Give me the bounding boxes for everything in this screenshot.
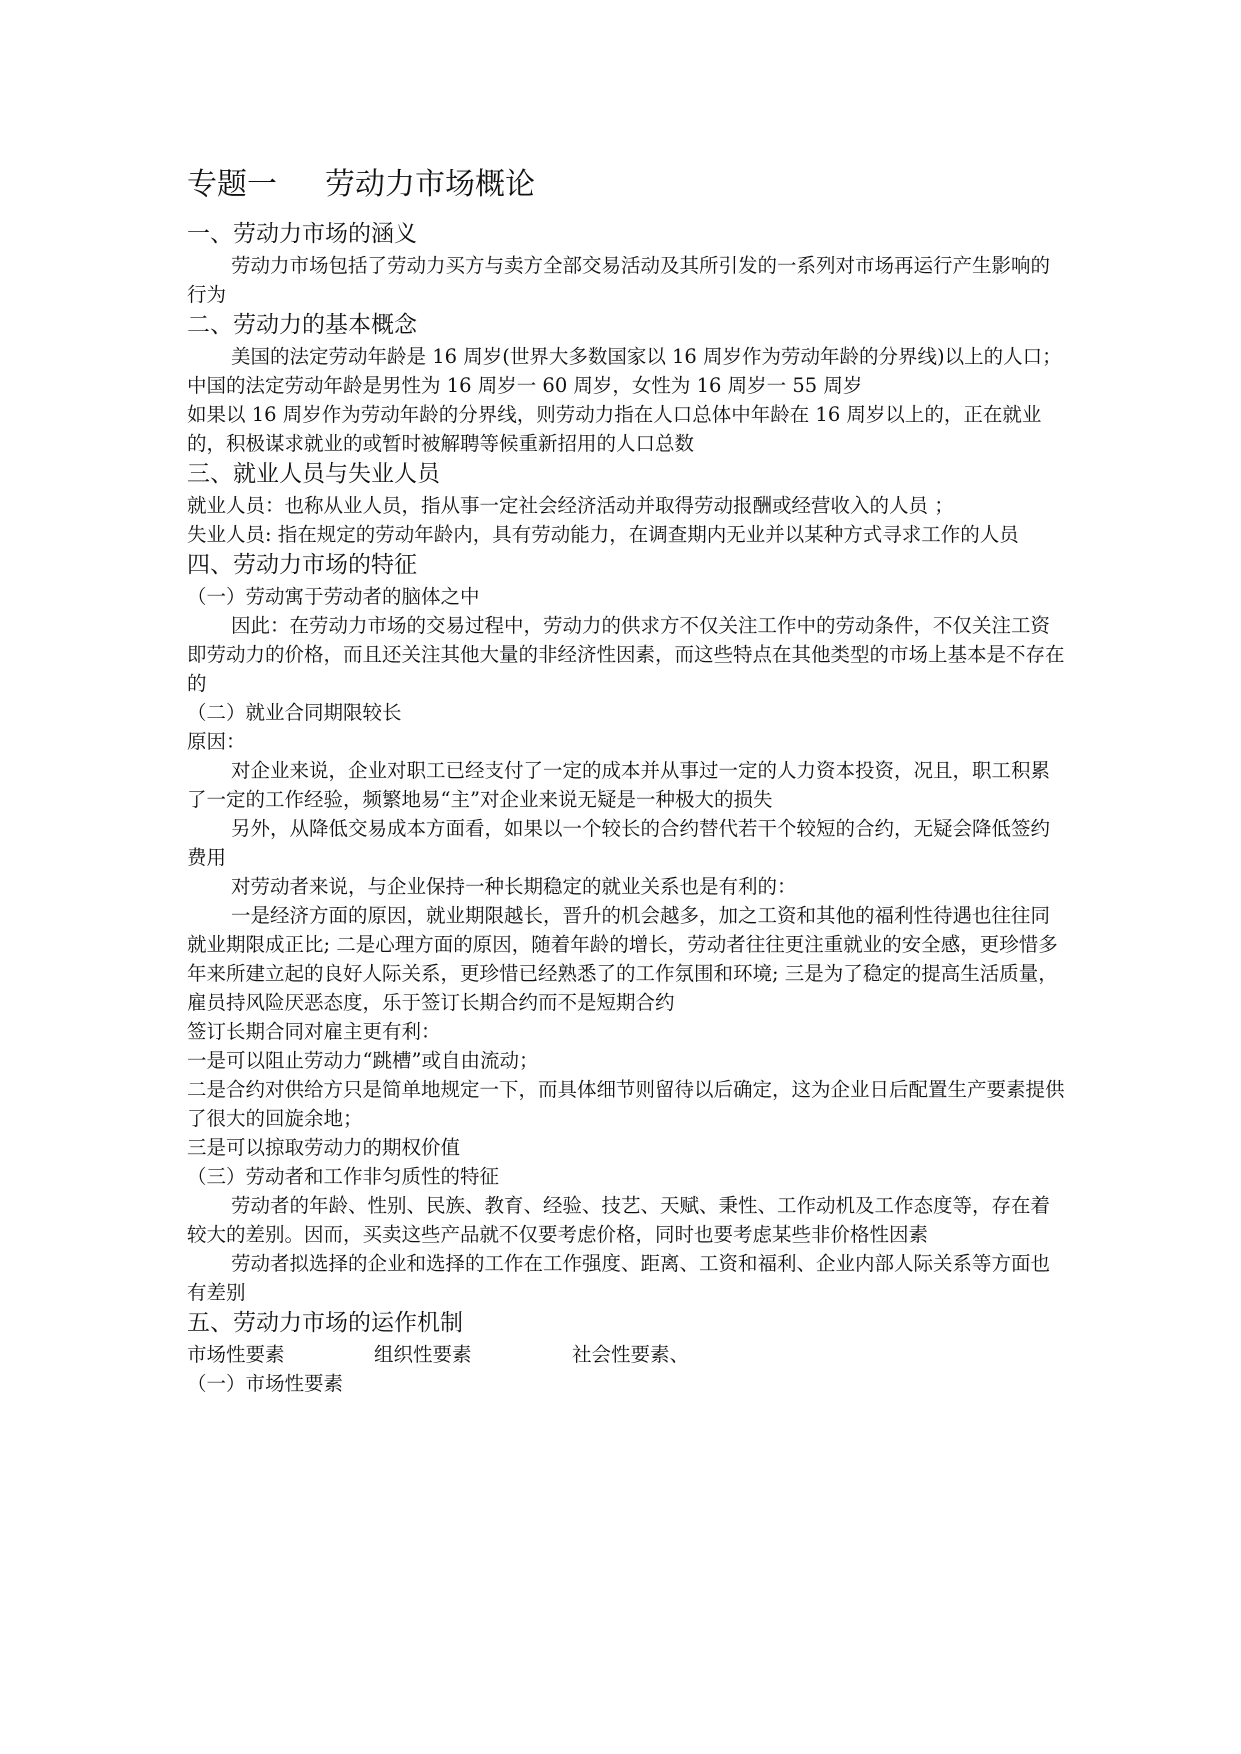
paragraph: 劳动者拟选择的企业和选择的工作在工作强度、距离、工资和福利、企业内部人际关系等方面也有差别 [187, 1252, 1051, 1304]
paragraph: 一是可以阻止劳动力“跳槽”或自由流动； [187, 1049, 539, 1072]
paragraph: 失业人员: 指在规定的劳动年龄内，具有劳动能力，在调查期内无业并以某种方式寻求工作的人员 [187, 523, 1019, 546]
paragraph: 原因： [187, 730, 246, 753]
paragraph: 劳动力市场包括了劳动力买方与卖方全部交易活动及其所引发的一系列对市场再运行产生影响的行为 [187, 254, 1051, 306]
paragraph: 签订长期合同对雇主更有利： [187, 1020, 441, 1043]
paragraph: 如果以 16 周岁作为劳动年龄的分界线，则劳动力指在人口总体中年龄在 16 周岁以上的，正在就业的，积极谋求就业的或暂时被解聘等候重新招用的人口总数 [187, 403, 1042, 455]
paragraph: （二）就业合同期限较长 [187, 701, 402, 724]
mechanism-elements-row [187, 1340, 1067, 1369]
section-heading: 三、就业人员与失业人员 [187, 461, 440, 487]
document-title [187, 160, 1067, 210]
section-heading: 二、劳动力的基本概念 [187, 312, 417, 338]
document-content [187, 160, 1067, 1398]
mechanism-element: 市场性要素 [187, 1343, 285, 1366]
paragraph: （一）劳动寓于劳动者的脑体之中 [187, 585, 480, 608]
paragraph: 对企业来说，企业对职工已经支付了一定的成本并从事过一定的人力资本投资，况且，职工积累了一定的工作经验，频繁地易“主”对企业来说无疑是一种极大的损失 [187, 759, 1051, 811]
subsection-heading: （一）市场性要素 [187, 1372, 344, 1395]
paragraph: 三是可以掠取劳动力的期权价值 [187, 1136, 461, 1159]
paragraph: 美国的法定劳动年龄是 16 周岁(世界大多数国家以 16 周岁作为劳动年龄的分界线)以上的人口；中国的法定劳动年龄是男性为 16 周岁一 60 周岁，女性为 16 周岁一 55 周岁 [187, 345, 1062, 397]
paragraph: 就业人员：也称从业人员，指从事一定社会经济活动并取得劳动报酬或经营收入的人员 ； [187, 494, 954, 517]
paragraph: 二是合约对供给方只是简单地规定一下，而具体细节则留待以后确定，这为企业日后配置生产要素提供了很大的回旋余地； [187, 1078, 1065, 1130]
paragraph: 一是经济方面的原因，就业期限越长，晋升的机会越多，加之工资和其他的福利性待遇也往往同就业期限成正比; 二是心理方面的原因，随着年龄的增长，劳动者往往更注重就业的安全感，更珍惜多年来所建立起的良好人际关系，更珍惜已经熟悉了的工作氛围和环境; 三是为了稳定的提高生活质量，雇员持风险厌恶态度，乐于签订长期合约而不是短期合约 [187, 904, 1058, 1014]
paragraph: 另外，从降低交易成本方面看，如果以一个较长的合约替代若干个较短的合约，无疑会降低签约费用 [187, 817, 1051, 869]
section-heading: 四、劳动力市场的特征 [187, 552, 417, 578]
title-main: 劳动力市场概论 [325, 167, 535, 202]
paragraph: 劳动者的年龄、性别、民族、教育、经验、技艺、天赋、秉性、工作动机及工作态度等，存在着较大的差别。因而，买卖这些产品就不仅要考虑价格，同时也要考虑某些非价格性因素 [187, 1194, 1051, 1246]
section-heading: 一、劳动力市场的涵义 [187, 221, 417, 247]
mechanism-element: 组织性要素 [374, 1343, 472, 1366]
mechanism-element: 社会性要素、 [572, 1343, 690, 1366]
title-label: 专题一 [187, 167, 277, 202]
paragraph: 对劳动者来说，与企业保持一种长期稳定的就业关系也是有利的： [231, 875, 797, 898]
paragraph: 因此：在劳动力市场的交易过程中，劳动力的供求方不仅关注工作中的劳动条件，不仅关注工资即劳动力的价格，而且还关注其他大量的非经济性因素，而这些特点在其他类型的市场上基本是不存在的 [187, 614, 1065, 695]
document-body [187, 218, 1067, 1340]
section-heading: 五、劳动力市场的运作机制 [187, 1310, 463, 1336]
paragraph: （三）劳动者和工作非匀质性的特征 [187, 1165, 500, 1188]
